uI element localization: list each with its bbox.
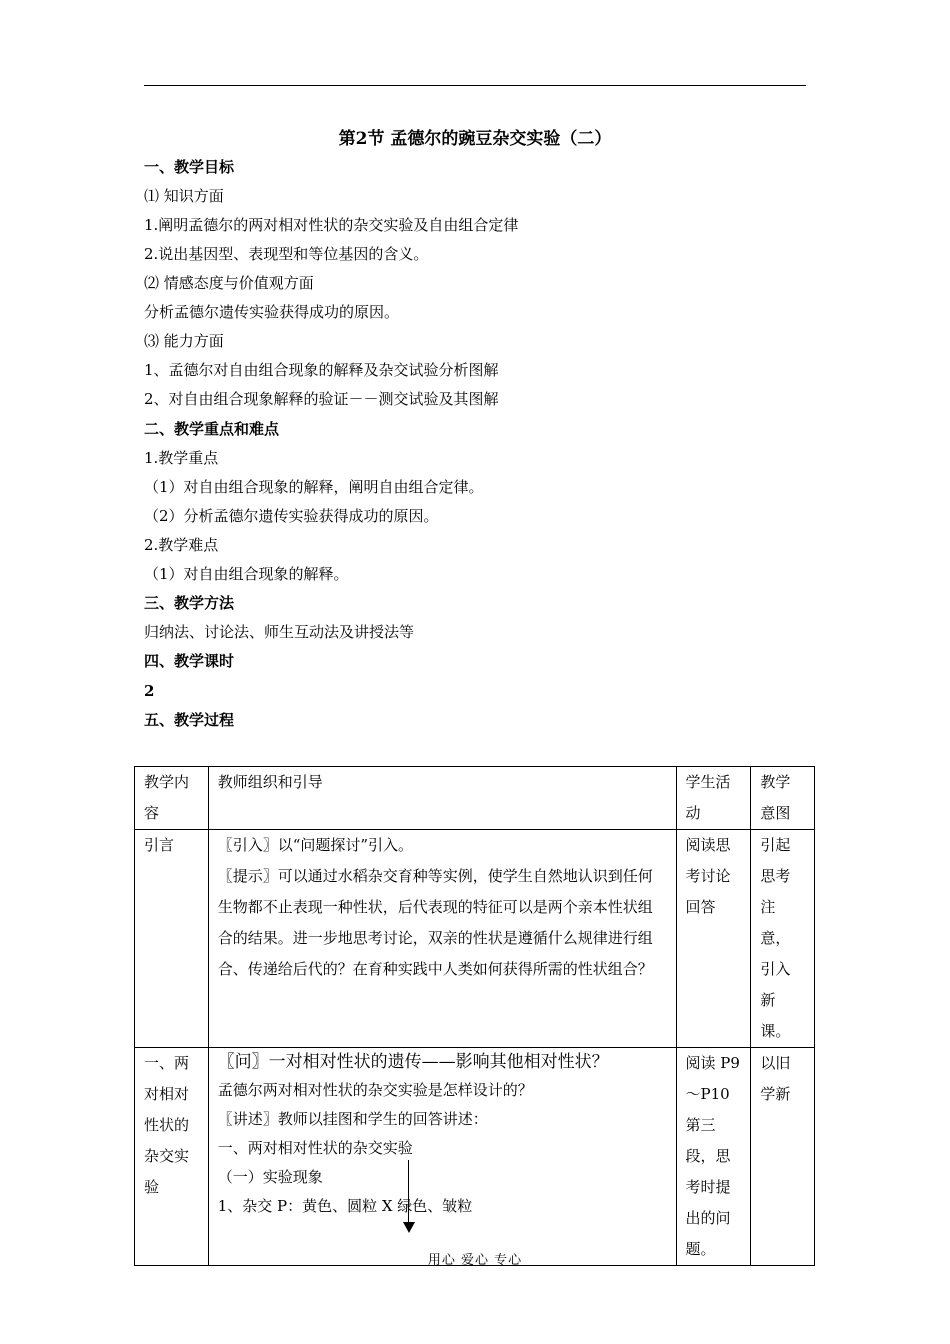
table-cell-activity: 阅读思考讨论回答 — [676, 830, 751, 1048]
table-cell-intent: 引起思考注意，引入新课。 — [751, 830, 815, 1048]
teaching-process-table — [134, 766, 815, 1266]
table-cell-intent: 以旧学新 — [751, 1048, 815, 1266]
subsection-heading: 2.教学难点 — [144, 536, 219, 554]
guide-text: （一）实验现象 — [217, 1168, 323, 1186]
section-heading: 五、教学过程 — [144, 711, 235, 729]
subsection-heading: ⑴ 知识方面 — [144, 187, 224, 205]
guide-text: 孟德尔两对相对性状的杂交实验是怎样设计的？ — [217, 1081, 533, 1099]
table-cell-content: 引言 — [135, 830, 209, 1048]
body-text: 2、对自由组合现象解释的验证－－测交试验及其图解 — [144, 390, 499, 408]
table-cell-guide — [208, 1048, 676, 1266]
section-heading: 三、教学方法 — [144, 594, 235, 612]
table-cell-guide — [208, 830, 676, 1048]
body-text: （2）分析孟德尔遗传实验获得成功的原因。 — [144, 507, 439, 525]
section-heading: 二、教学重点和难点 — [144, 420, 280, 438]
table-cell-activity: 阅读 P9～P10 第三段，思考时提出的问题。 — [676, 1048, 751, 1266]
guide-text: 〖提示〗可以通过水稻杂交育种等实例，使学生自然地认识到任何生物都不止表现一种性状，后代表现的特征可以是两个亲本性状组合的结果。进一步地思考讨论，双亲的性状是遵循什么规律进行组合、传递给后代的？在育种实践中人类如何获得所需的性状组合？ — [217, 867, 653, 978]
arrow-down-icon — [403, 1222, 415, 1233]
table-header-row — [135, 767, 815, 830]
body-text: 归纳法、讨论法、师生互动法及讲授法等 — [144, 623, 415, 641]
body-text: 1、孟德尔对自由组合现象的解释及杂交试验分析图解 — [144, 361, 499, 379]
section-heading: 四、教学课时 — [144, 652, 235, 670]
section-heading: 一、教学目标 — [144, 158, 235, 176]
body-text: 2 — [144, 682, 155, 700]
subsection-heading: 1.教学重点 — [144, 449, 219, 467]
body-text: 分析孟德尔遗传实验获得成功的原因。 — [144, 303, 400, 321]
subsection-heading: ⑶ 能力方面 — [144, 332, 224, 350]
guide-text: 1、杂交 P：黄色、圆粒 X 绿色、皱粒 — [217, 1197, 473, 1215]
cross-diagram — [218, 1192, 667, 1221]
guide-text: 〖引入〗以“问题探讨”引入。 — [217, 836, 414, 854]
table-header-cell: 教学意图 — [751, 767, 815, 830]
table-row — [135, 830, 815, 1048]
table-header-cell: 教学内容 — [135, 767, 209, 830]
body-text: （1）对自由组合现象的解释。 — [144, 565, 349, 583]
guide-text: 〖讲述〗教师以挂图和学生的回答讲述： — [217, 1110, 488, 1128]
header-rule — [144, 85, 806, 86]
table-header-cell: 学生活动 — [676, 767, 751, 830]
body-text: 1.阐明孟德尔的两对相对性状的杂交实验及自由组合定律 — [144, 216, 519, 234]
body-text: （1）对自由组合现象的解释，阐明自由组合定律。 — [144, 478, 484, 496]
arrow-line — [408, 1160, 409, 1222]
guide-text: 一、两对相对性状的杂交实验 — [217, 1139, 413, 1157]
guide-question: 〖问〗一对相对性状的遗传——影响其他相对性状？ — [217, 1052, 609, 1072]
table-row — [135, 1048, 815, 1266]
page-footer: 用心 爱心 专心 — [427, 1253, 523, 1268]
table-cell-content: 一、两对相对性状的杂交实验 — [135, 1048, 209, 1266]
body-text: 2.说出基因型、表现型和等位基因的含义。 — [144, 245, 429, 263]
table-header-cell: 教师组织和引导 — [208, 767, 676, 830]
document-title: 第2节 孟德尔的豌豆杂交实验（二） — [338, 129, 612, 149]
subsection-heading: ⑵ 情感态度与价值观方面 — [144, 274, 314, 292]
